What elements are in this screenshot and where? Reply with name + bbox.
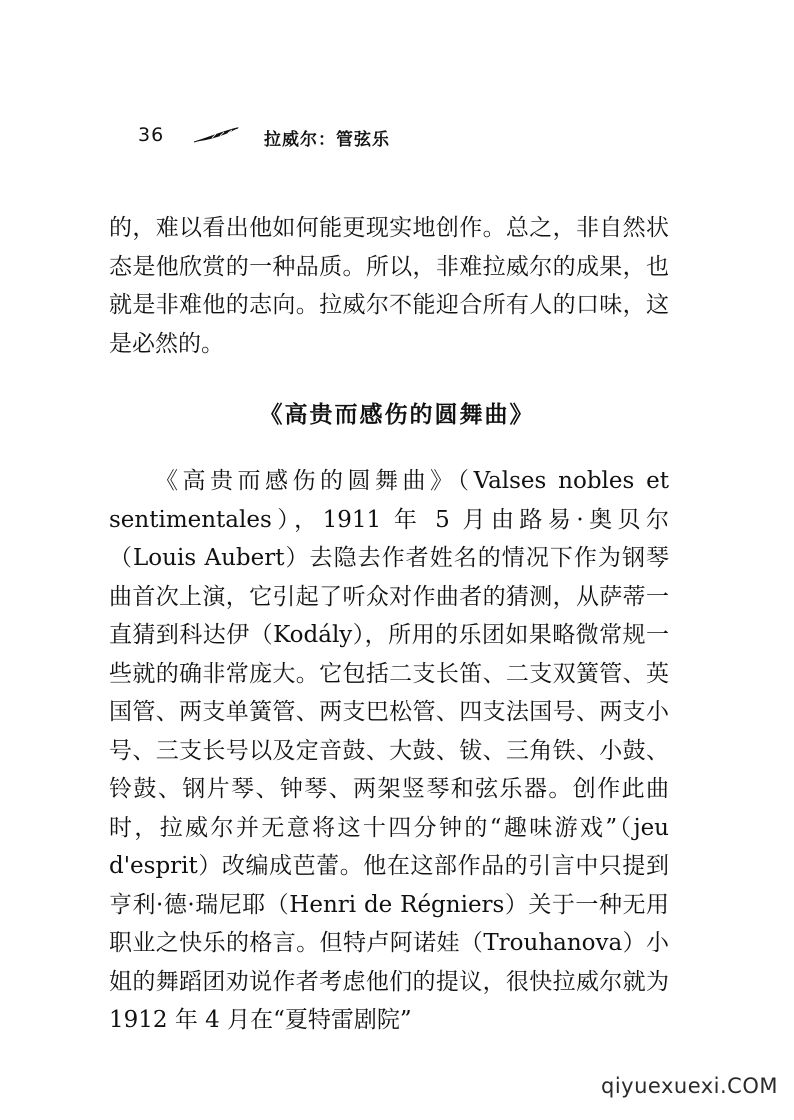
page-header — [138, 124, 458, 152]
body-paragraph-1 — [109, 209, 669, 363]
paragraph-text: 《高贵而感伤的圆舞曲》（Valses nobles et sentimentales），1911 年 5 月由路易·奥贝尔（Louis Aubert）去隐去作者姓名的情况下作为钢琴曲首次上演，它引起了听众对作曲者的猜测，从萨蒂一直猜到科达伊（Kodály），所用的乐团如果略微常规一些就的确非常庞大。它包括二支长笛、二支双簧管、英国管、两支单簧管、两支巴松管、四支法国号、两支小号、三支长号以及定音鼓、大鼓、钹、三角铁、小鼓、铃鼓、钢片琴、钟琴、两架竖琴和弦乐器。创作此曲时，拉威尔并无意将这十四分钟的“趣味游戏”（jeu d'esprit）改编成芭蕾。他在这部作品的引言中只提到亨利·德·瑞尼耶（Henri de Régniers）关于一种无用职业之快乐的格言。但特卢阿诺娃（Trouhanova）小姐的舞蹈团劝说作者考虑他们的提议，很快拉威尔就为 1912 年 4 月在“夏特雷剧院” — [109, 468, 669, 1033]
section-heading: 《高贵而感伤的圆舞曲》 — [259, 401, 535, 428]
watermark: qiyuexuexi.COM — [601, 1074, 778, 1098]
paragraph-text: 的，难以看出他如何能更现实地创作。总之，非自然状态是他欣赏的一种品质。所以，非难拉威尔的成果，也就是非难他的志向。拉威尔不能迎合所有人的口味，这是必然的。 — [109, 215, 669, 357]
page-number: 36 — [138, 124, 165, 146]
quill-icon — [192, 126, 240, 144]
running-title: 拉威尔：管弦乐 — [264, 130, 390, 150]
body-paragraph-2 — [109, 462, 669, 1040]
